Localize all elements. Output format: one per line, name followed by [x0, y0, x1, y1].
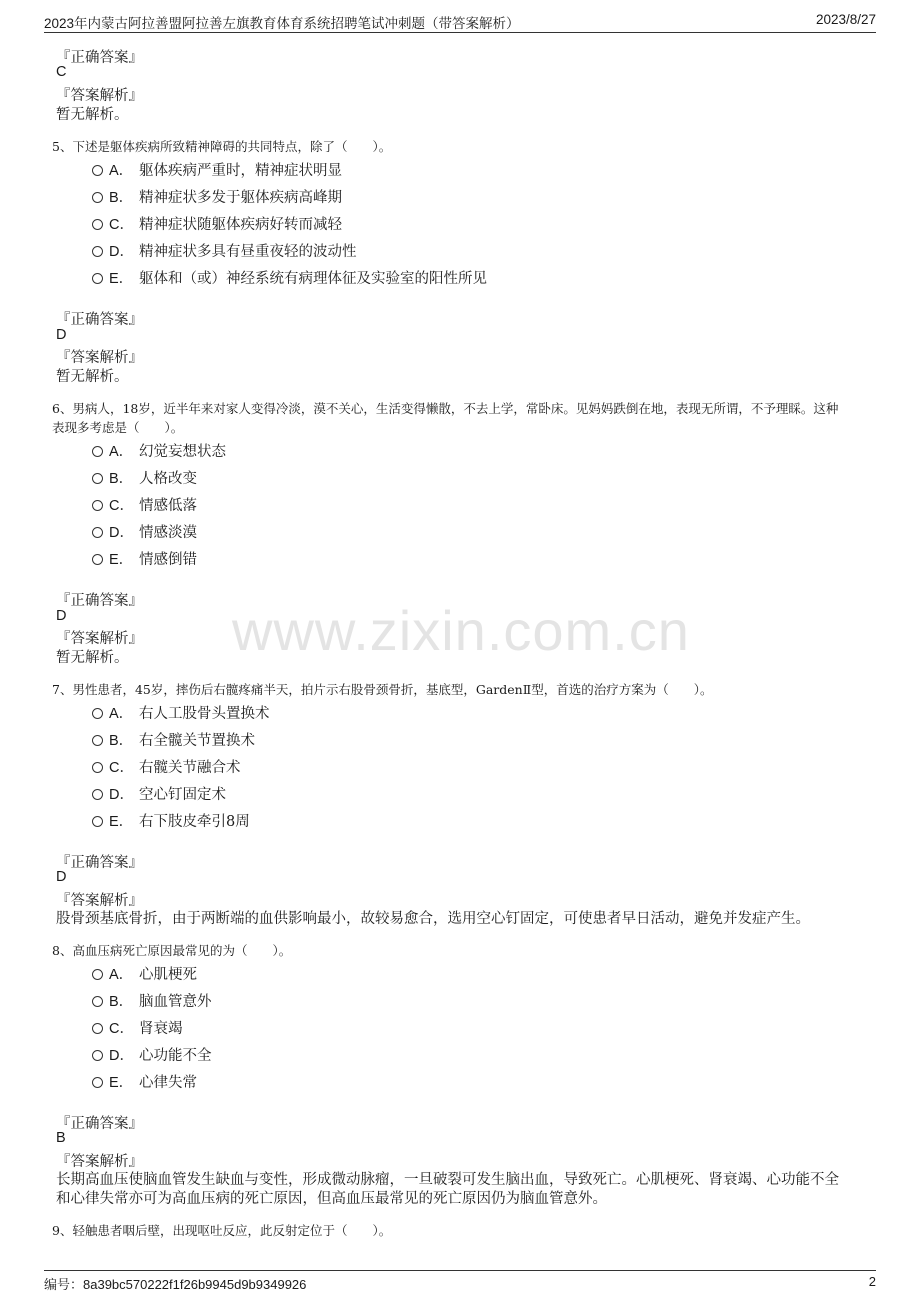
radio-icon[interactable] [92, 446, 103, 457]
correct-answer-label: 『正确答案』 [56, 855, 143, 871]
radio-icon[interactable] [92, 1023, 103, 1034]
radio-icon[interactable] [92, 500, 103, 511]
document-date: 2023/8/27 [815, 12, 876, 27]
explanation-text-cont: 和心律失常亦可为高血压病的死亡原因，但高血压最常见的死亡原因仍为脑血管意外。 [56, 1191, 607, 1207]
explanation-label: 『答案解析』 [56, 1154, 143, 1170]
answer-value: D [56, 869, 67, 885]
radio-icon[interactable] [92, 219, 103, 230]
option-c[interactable]: C． 精神症状随躯体疾病好转而减轻 [92, 213, 342, 233]
explanation-label: 『答案解析』 [56, 893, 143, 909]
explanation-text: 暂无解析。 [56, 107, 129, 123]
option-b[interactable]: B． 人格改变 [92, 467, 197, 487]
explanation-text: 长期高血压使脑血管发生缺血与变性，形成微动脉瘤，一旦破裂可发生脑出血，导致死亡。心肌梗死、肾衰竭、心功能不全 [56, 1172, 839, 1188]
radio-icon[interactable] [92, 527, 103, 538]
option-d[interactable]: D． 精神症状多具有昼重夜轻的波动性 [92, 240, 357, 260]
radio-icon[interactable] [92, 969, 103, 980]
radio-icon[interactable] [92, 816, 103, 827]
question-stem: 7、男性患者，45岁，摔伤后右髋疼痛半天，拍片示右股骨颈骨折，基底型，GardenⅡ型，首选的治疗方案为（ ）。 [52, 682, 713, 697]
explanation-text: 暂无解析。 [56, 369, 129, 385]
option-c[interactable]: C． 右髋关节融合术 [92, 756, 241, 776]
option-a[interactable]: A． 幻觉妄想状态 [92, 440, 226, 460]
option-e[interactable]: E． 情感倒错 [92, 548, 197, 568]
radio-icon[interactable] [92, 789, 103, 800]
radio-icon[interactable] [92, 1050, 103, 1061]
option-b[interactable]: B． 脑血管意外 [92, 990, 212, 1010]
option-b[interactable]: B． 右全髋关节置换术 [92, 729, 255, 749]
option-e[interactable]: E． 心律失常 [92, 1071, 197, 1091]
radio-icon[interactable] [92, 1077, 103, 1088]
option-c[interactable]: C． 肾衰竭 [92, 1017, 183, 1037]
correct-answer-label: 『正确答案』 [56, 312, 143, 328]
correct-answer-label: 『正确答案』 [56, 50, 143, 66]
document-code: 编号：8a39bc570222f1f26b9945d9b9349926 [44, 1277, 307, 1292]
radio-icon[interactable] [92, 996, 103, 1007]
answer-value: C [56, 64, 67, 80]
radio-icon[interactable] [92, 735, 103, 746]
option-b[interactable]: B． 精神症状多发于躯体疾病高峰期 [92, 186, 342, 206]
correct-answer-label: 『正确答案』 [56, 1116, 143, 1132]
answer-value: D [56, 608, 67, 624]
option-a[interactable]: A． 躯体疾病严重时，精神症状明显 [92, 159, 342, 179]
option-d[interactable]: D． 情感淡漠 [92, 521, 197, 541]
question-stem: 5、下述是躯体疾病所致精神障碍的共同特点，除了（ ）。 [52, 139, 392, 154]
question-stem-cont: 表现多考虑是（ ）。 [52, 420, 184, 435]
option-e[interactable]: E． 躯体和（或）神经系统有病理体征及实验室的阳性所见 [92, 267, 487, 287]
explanation-label: 『答案解析』 [56, 88, 143, 104]
page-header [44, 10, 876, 33]
page-footer [44, 1270, 876, 1295]
document-title: 2023年内蒙古阿拉善盟阿拉善左旗教育体育系统招聘笔试冲刺题（带答案解析） [44, 16, 520, 31]
answer-value: D [56, 327, 67, 343]
option-a[interactable]: A． 心肌梗死 [92, 963, 197, 983]
option-e[interactable]: E． 右下肢皮牵引8周 [92, 810, 250, 830]
radio-icon[interactable] [92, 192, 103, 203]
radio-icon[interactable] [92, 246, 103, 257]
explanation-text: 暂无解析。 [56, 650, 129, 666]
radio-icon[interactable] [92, 165, 103, 176]
option-c[interactable]: C． 情感低落 [92, 494, 197, 514]
radio-icon[interactable] [92, 708, 103, 719]
radio-icon[interactable] [92, 273, 103, 284]
question-stem: 8、高血压病死亡原因最常见的为（ ）。 [52, 943, 292, 958]
answer-value: B [56, 1130, 66, 1146]
explanation-label: 『答案解析』 [56, 350, 143, 366]
option-d[interactable]: D． 空心钉固定术 [92, 783, 226, 803]
radio-icon[interactable] [92, 762, 103, 773]
option-d[interactable]: D． 心功能不全 [92, 1044, 212, 1064]
page-number: 2 [868, 1274, 876, 1289]
radio-icon[interactable] [92, 554, 103, 565]
question-stem: 6、男病人，18岁，近半年来对家人变得冷淡，漠不关心，生活变得懒散，不去上学，常卧床。见妈妈跌倒在地，表现无所谓，不予理睬。这种 [52, 401, 839, 416]
radio-icon[interactable] [92, 473, 103, 484]
explanation-text: 股骨颈基底骨折，由于两断端的血供影响最小，故较易愈合，选用空心钉固定，可使患者早日活动，避免并发症产生。 [56, 911, 810, 927]
watermark: www.zixin.com.cn [232, 599, 690, 662]
explanation-label: 『答案解析』 [56, 631, 143, 647]
option-a[interactable]: A． 右人工股骨头置换术 [92, 702, 270, 722]
question-stem: 9、轻触患者咽后壁，出现呕吐反应，此反射定位于（ ）。 [52, 1223, 392, 1238]
correct-answer-label: 『正确答案』 [56, 593, 143, 609]
